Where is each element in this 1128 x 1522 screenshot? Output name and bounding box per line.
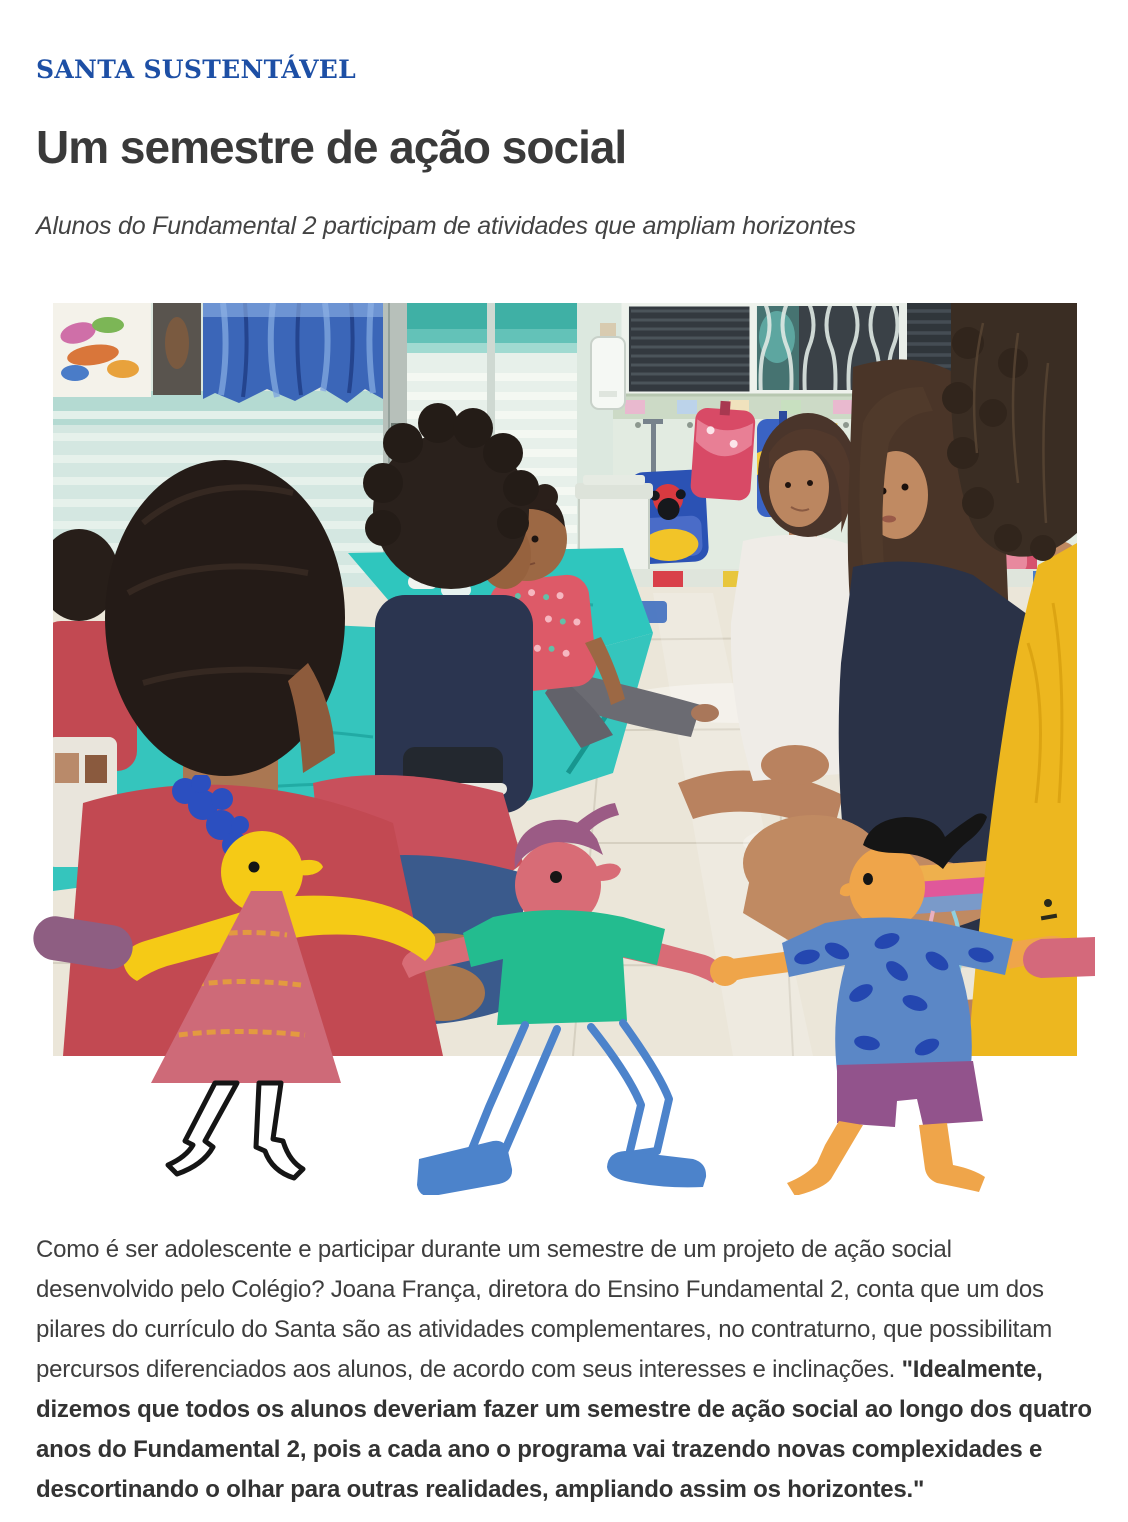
article-paragraph <box>36 1230 1094 1510</box>
girl-left-leg <box>168 1083 237 1174</box>
girl-right-leg <box>256 1083 303 1178</box>
boy-left-shoe <box>417 1141 512 1195</box>
paragraph-bold-quote: "Idealmente, dizemos que todos os alunos deveriam fazer um semestre de ação social ao longo dos quatro anos do Fundamental 2, pois a cada ano o programa vai trazendo novas complexidades e descortinando o olhar para outras realidades, ampliando assim os horizontes." <box>36 1356 1092 1503</box>
right-child-right-leg <box>919 1123 985 1192</box>
blue-curtain <box>203 303 383 403</box>
boy-curly-hair <box>363 403 539 813</box>
right-child-shorts <box>837 1061 983 1127</box>
pink-backpack <box>690 399 757 501</box>
window-dark-blinds <box>625 303 753 395</box>
boy-right-shoe <box>607 1151 706 1187</box>
paragraph-lead: Como é ser adolescente e participar durante um semestre de um projeto de ação social desenvolvido pelo Colégio? Joana França, diretora do Ensino Fundamental 2, conta que um dos pilares do currículo do Santa são as atividades complementares, no contraturno, que possibilitam percursos diferenciados aos alunos, de acordo com seus interesses e inclinações. <box>36 1236 1053 1383</box>
article-headline: Um semestre de ação social <box>36 121 627 173</box>
section-kicker: SANTA SUSTENTÁVEL <box>36 55 357 84</box>
right-child-left-leg <box>787 1121 863 1195</box>
classroom-photo <box>53 303 1077 1056</box>
classroom-photo-art <box>53 303 1077 1056</box>
wall-artwork <box>53 303 201 397</box>
article-subhead: Alunos do Fundamental 2 participam de atividades que ampliam horizontes <box>36 212 856 240</box>
